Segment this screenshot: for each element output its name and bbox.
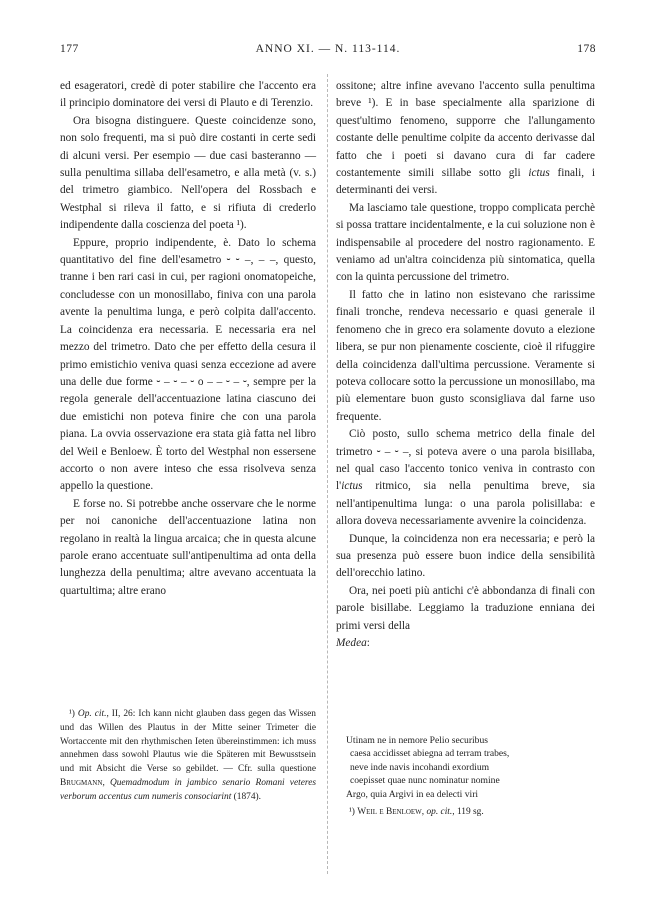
paragraph-text: ossitone; altre infine avevano l'accento sulla penultima breve ¹). E in base specialmente alla sparizione di quest'ultimo fenomeno, supporre che l'allungamento costante delle penultime colpite da accento derivasse dal fatto che i poeti si davano cura di far cadere costantemente simili sillabe sotto gli bbox=[336, 80, 595, 180]
italic-title: Medea bbox=[336, 637, 367, 649]
verse-line: Argo, quia Argivi in ea delecti viri bbox=[346, 788, 479, 800]
verse-line: coepisset quae nunc nominatur nomine bbox=[350, 775, 500, 787]
running-title: ANNO XI. — N. 113-114. bbox=[255, 43, 401, 55]
paragraph-text: : bbox=[366, 637, 370, 649]
footnote-author: Brugmann bbox=[60, 777, 103, 788]
paragraph: Eppure, proprio indipendente, è. Dato lo schema quantitativo del fine dell'esametro ⏑ ⏑ ‒, ‒ ‒, questo, tranne i ben rari casi in cui, per ragioni onomatopeiche, concludesse con un monosillabo, finiva con una parola avente la penultima lunga, e però colpita dall'accento. La coincidenza era necessaria. E necessaria era nel mezzo del trimetro. Dato che per effetto della cesura il primo emistichio veniva quasi senza eccezione ad avere una delle due forme ⏑ ‒ ⏑ ‒ ⏑ o ‒ ‒ ⏑ ‒ ⏑, sempre per la regola generale dell'accentuazione latina ciascuno dei due emistichi non poteva finire che con una parola piana. La ovvia osservazione era stata già fatta nel libro del Weil e Benloew. È torto del Westphal non essersene accorto o non avere inteso che essa risolveva senza appello la questione. bbox=[60, 236, 316, 493]
footnote-title: Quemadmodum in jambico senario Romani veteres verborum accentus cum numeris consociarint bbox=[60, 777, 317, 802]
paragraph: Il fatto che in latino non esistevano che rarissime finali tronche, rendeva necessario e quasi generale il fenomeno che in greco era solamente dovuto a elezione libera, se pur non pienamente cosciente, cioè il rifuggire della coincidenza dall'ultima percussione. Veramente si poteva collocare sotto la percussione un monosillabo, ma più elementare buon gusto sconsigliava dal farne uso frequente. bbox=[336, 288, 595, 423]
right-column bbox=[336, 78, 595, 652]
page-number-left: 177 bbox=[60, 43, 79, 55]
paragraph-text: ritmico, sia nella penultima breve, sia nell'antipenultima lunga: o una parola polisillaba: e allora doveva necessariamente avvenire la coincidenza. bbox=[336, 480, 595, 528]
paragraph: Ora bisogna distinguere. Queste coincidenze sono, non solo frequenti, ma si può dire costanti in certe sedi di alcuni versi. Per esempio — due casi basteranno — sulla penultima sillaba dell'esametro, e alla metà (v. s.) del trimetro giambico. Nell'opera del Rossbach e Westphal si rileva il fatto, e si rifiuta di crederlo indipendente dalla coscienza del poeta ¹). bbox=[60, 114, 316, 232]
page-number-right: 178 bbox=[577, 43, 596, 55]
paragraph-text: finali, i determinanti dei versi. bbox=[336, 167, 595, 197]
footnote-authors: Weil e Benloew bbox=[357, 807, 422, 817]
verse-quotation bbox=[346, 734, 596, 801]
paragraph-text: Ciò posto, sullo schema metrico della finale del trimetro ⏑ ‒ ⏑ ‒, si poteva avere o una parola bisillaba, nel qual caso l'accento tonico veniva in contrasto con l' bbox=[336, 428, 595, 493]
footnote-reference: op. cit. bbox=[426, 807, 453, 817]
footnote-left bbox=[60, 708, 316, 805]
verse-line: neve inde navis incohandi exordium bbox=[350, 761, 490, 773]
paragraph: Ma lasciamo tale questione, troppo complicata perchè si possa trattare incidentalmente, e la cui soluzione non è indispensabile al procedere del nostro ragionamento. E veniamo ad un'altra coincidenza più sintomatica, quella con la quinta percussione del trimetro. bbox=[336, 201, 595, 284]
footnote-separator: , bbox=[102, 777, 110, 788]
page-header bbox=[60, 43, 596, 63]
column-divider bbox=[327, 74, 328, 874]
footnote-reference: Op. cit. bbox=[77, 709, 107, 719]
left-column bbox=[60, 78, 316, 600]
italic-term: ictus bbox=[528, 167, 550, 180]
footnote-text: , II, 26: Ich kann nicht glauben dass gegen das Wissen und das Willen des Plautus in der Mitte seiner Trimeter die Wortaccente mit den rhythmischen Ieten übereinstimmen: ich muss annehmen dass sowohl Plautus wie die Späteren mit Bewusstsein und mit Absicht die Verse so gebildet. — Cfr. sulla questione bbox=[60, 709, 316, 775]
paragraph bbox=[336, 426, 595, 530]
footnote-marker: ¹) bbox=[68, 709, 75, 719]
paragraph: ed esageratori, credè di poter stabilire che l'accento era il principio dominatore dei versi di Plauto e di Terenzio. bbox=[60, 80, 316, 110]
footnote-separator: , bbox=[421, 807, 427, 817]
italic-term: ictus bbox=[341, 480, 363, 493]
paragraph bbox=[336, 583, 595, 653]
paragraph: Dunque, la coincidenza non era necessaria; e però la sua presenza può essere buon indice della sensibilità dell'orecchio latino. bbox=[336, 532, 595, 580]
footnote-right bbox=[336, 806, 595, 820]
footnote-year: (1874). bbox=[231, 791, 262, 802]
footnote-pages: , 119 sg. bbox=[452, 807, 484, 817]
verse-line: caesa accidisset abiegna ad terram trabes, bbox=[350, 748, 510, 760]
footnote-marker: ¹) bbox=[349, 807, 355, 817]
paragraph-text: Ora, nei poeti più antichi c'è abbondanza di finali con parole bisillabe. Leggiamo la traduzione enniana dei primi versi della bbox=[336, 584, 595, 632]
paragraph: E forse no. Si potrebbe anche osservare che le norme per noi canoniche dell'accentuazione latina non regolano in realtà la lingua arcaica; che in questa alcune parole erano accentuate sull'antipenultima ad onta della lunghezza della penultima; altre avevano accentuata la quartultima; altre erano bbox=[60, 497, 316, 597]
paragraph bbox=[336, 78, 595, 200]
verse-line: Utinam ne in nemore Pelio securibus bbox=[346, 735, 489, 746]
